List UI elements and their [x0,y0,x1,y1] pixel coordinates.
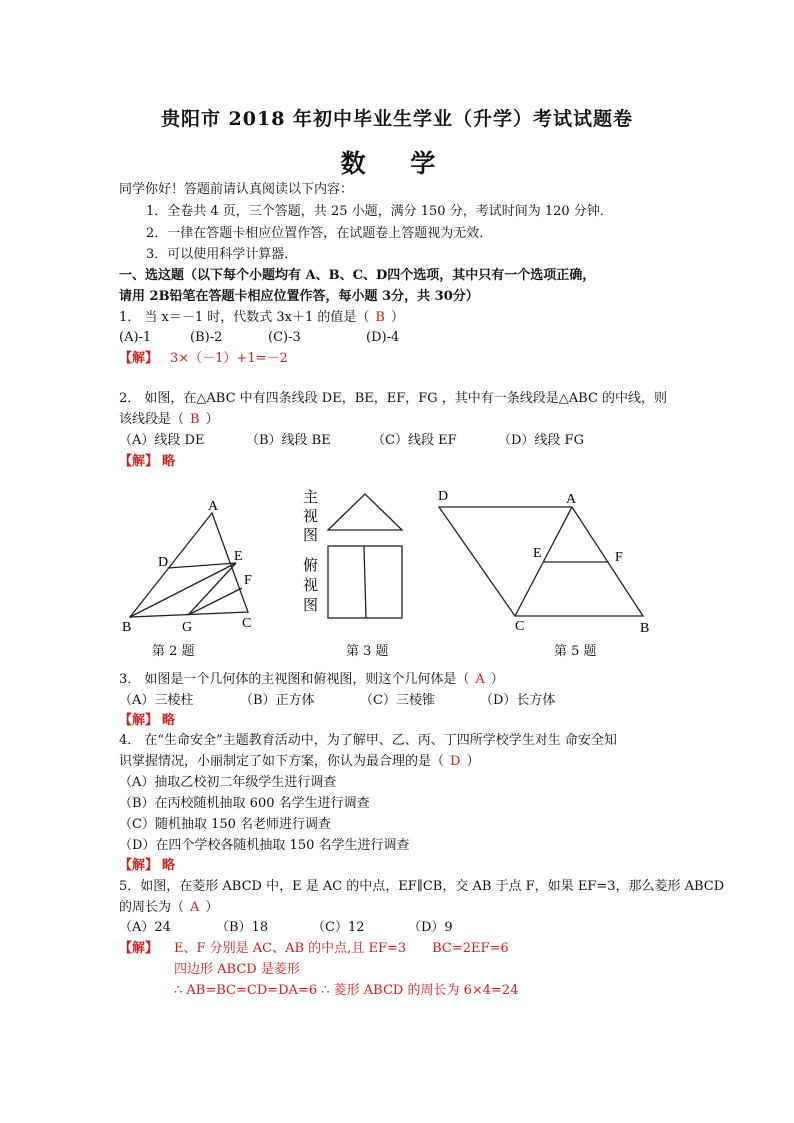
q2-solution: 略 [162,454,176,469]
q5-option-a: （A）24 [119,920,171,935]
q1-close: ） [390,310,404,325]
q4-option-b: （B）在丙校随机抽取 600 名学生进行调查 [119,796,370,811]
figure-q3-views [298,484,410,624]
fig2-label-g: G [182,620,193,634]
intro-greeting: 同学你好！答题前请认真阅读以下内容： [119,182,354,197]
q1-solution-label: 【解】 [119,351,159,366]
q5-solution-line-1: E、F 分别是 AC、AB 的中点,且 EF=3 BC=2EF=6 [174,941,509,956]
fig2-label-e: E [234,549,243,564]
q3-solution-label: 【解】 [119,713,159,728]
q4-option-d: （D）在四个学校各随机抽取 150 名学生进行调查 [119,838,410,853]
q3-stem-text: 3． 如图是一个几何体的主视图和俯视图，则这个几何体是（ [119,672,470,687]
intro-item-1: 1．全卷共 4 页，三个答题，共 25 小题，满分 150 分，考试时间为 120 分钟． [146,204,613,219]
q3-stem [119,672,504,688]
q2-option-c: （C）线段 EF [372,433,457,448]
q4-answer: D [450,754,461,769]
fig5-caption: 第 5 题 [554,644,597,659]
q5-stem-line-2 [119,900,218,916]
fig5-label-a: A [566,492,577,507]
fig2-label-c: C [242,616,252,631]
fig3-front-label-3: 图 [303,528,319,544]
q4-solution: 略 [162,858,176,873]
fig3-caption: 第 3 题 [346,644,389,659]
q3-option-d: （D）长方体 [480,693,556,708]
q3-option-b: （B）正方体 [240,693,315,708]
q5-solution-line-3: ∴ AB=BC=CD=DA=6 ∴ 菱形 ABCD 的周长为 6×4=24 [174,983,519,998]
q2-stem-text: 该线段是（ [119,412,185,427]
fig2-label-d: D [158,555,169,570]
q1-stem-text: 1． 当 x＝－1 时，代数式 3x＋1 的值是（ [119,310,370,325]
q2-stem-line-2 [119,412,219,428]
q2-option-b: （B）线段 BE [246,433,331,448]
section-heading-line-1: 一、选这题（以下每个小题均有 A、B、C、D四个选项，其中只有一个选项正确， [119,268,596,283]
q5-solution-label: 【解】 [119,941,159,956]
q3-option-a: （A）三棱柱 [119,693,194,708]
fig3-front-label-2: 视 [303,509,319,525]
q1-option-b: (B)-2 [190,330,223,345]
q5-stem-text: 的周长为（ [119,900,185,915]
q4-stem-line-1: 4． 在“生命安全”主题教育活动中，为了解甲、乙、丙、丁四所学校学生对生 命安全知 [119,733,617,748]
q3-answer: A [475,672,485,687]
fig3-front-label-1: 主 [303,490,319,506]
fig5-label-c: C [515,619,525,634]
fig2-label-f: F [244,573,252,588]
fig3-top-label-3: 图 [303,598,319,614]
fig3-top-label-2: 视 [303,578,319,594]
q5-solution-line-2: 四边形 ABCD 是菱形 [174,962,300,977]
q4-close: ） [466,754,480,769]
section-heading-line-2: 请用 2B铅笔在答题卡相应位置作答，每小题 3分，共 30分） [119,289,479,304]
q2-stem-line-1: 2． 如图，在△ABC 中有四条线段 DE，BE，EF，FG ，其中有一条线段是△ABC 的中线，则 [119,391,668,406]
q5-stem-line-1: 5．如图，在菱形 ABCD 中，E 是 AC 的中点，EF∥CB，交 AB 于点 F，如果 EF=3，那么菱形 ABCD [119,879,725,894]
fig2-label-b: B [122,620,132,634]
figure-q5-rhombus [434,486,656,634]
q5-option-d: （D）9 [408,920,453,935]
q1-stem [119,310,404,326]
q4-stem-line-2 [119,754,479,770]
q5-close: ） [205,900,219,915]
q5-option-c: （C）12 [312,920,365,935]
q2-option-d: （D）线段 FG [498,433,584,448]
q4-option-c: （C）随机抽取 150 名老师进行调查 [119,817,332,832]
q1-answer: B [375,310,385,325]
fig5-label-d: D [438,489,449,504]
fig3-top-label-1: 俯 [303,558,319,574]
intro-item-3: 3．可以使用科学计算器． [146,247,298,262]
fig2-caption: 第 2 题 [152,644,195,659]
fig5-label-f: F [615,550,623,565]
q2-solution-label: 【解】 [119,454,159,469]
q1-option-a: (A)-1 [119,330,152,345]
q1-solution: 3×（－1）+1=－2 [170,351,288,366]
q4-stem-text: 识掌握情况，小丽制定了如下方案，你认为最合理的是（ [119,754,445,769]
q2-option-a: （A）线段 DE [119,433,205,448]
fig5-label-b: B [640,621,650,634]
q4-solution-label: 【解】 [119,858,159,873]
q3-solution: 略 [162,713,176,728]
q2-answer: B [190,412,200,427]
q5-answer: A [190,900,200,915]
fig2-label-a: A [208,499,219,514]
q1-option-c: (C)-3 [268,330,301,345]
intro-item-2: 2．一律在答题卡相应位置作答，在试题卷上答题视为无效． [146,226,493,241]
exam-title: 贵阳市 2018 年初中毕业生学业（升学）考试试题卷 [160,108,634,130]
q3-option-c: （C）三棱锥 [360,693,435,708]
q2-close: ） [205,412,219,427]
q5-option-b: （B）18 [216,920,269,935]
fig5-label-e: E [533,546,542,561]
q4-option-a: （A）抽取乙校初二年级学生进行调查 [119,775,337,790]
q3-close: ） [490,672,504,687]
figure-q2-triangle [118,496,268,634]
subject-title: 数 学 [340,149,454,178]
q1-option-d: (D)-4 [366,330,400,345]
